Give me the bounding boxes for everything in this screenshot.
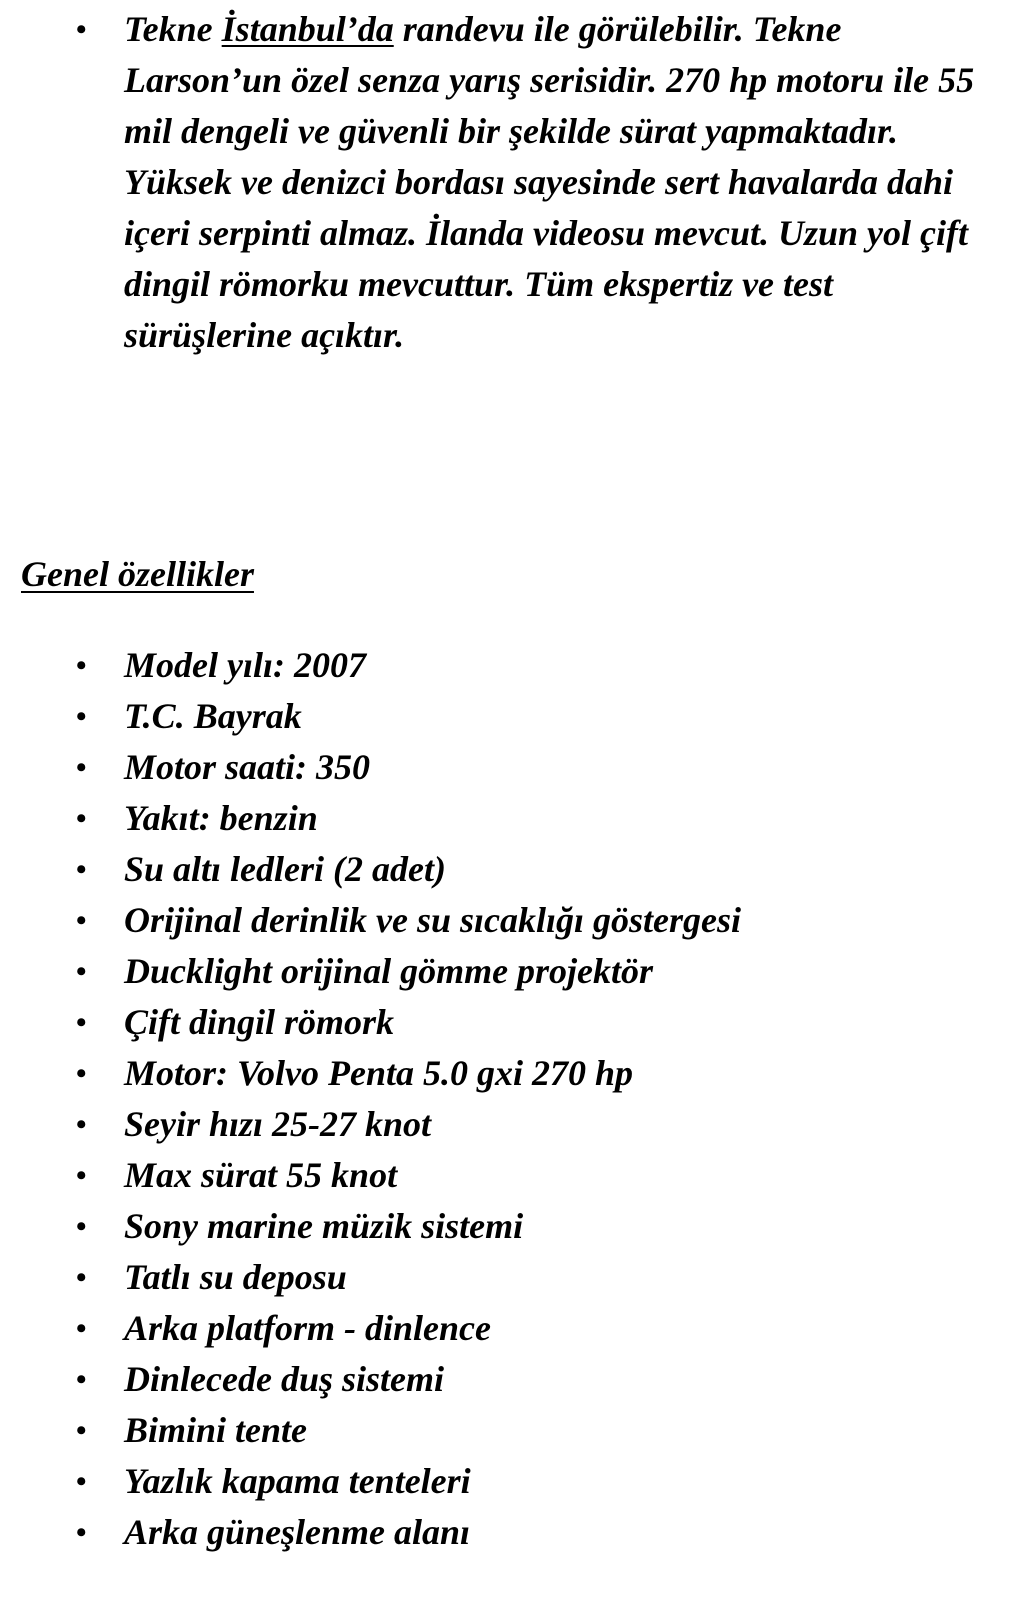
list-item bbox=[76, 1354, 1018, 1405]
list-item bbox=[76, 1252, 1018, 1303]
list-item bbox=[76, 793, 1018, 844]
bullet-icon: • bbox=[76, 1057, 87, 1090]
list-item bbox=[76, 1048, 1018, 1099]
list-item bbox=[76, 1456, 1018, 1507]
bullet-icon: • bbox=[76, 802, 87, 835]
list-item bbox=[76, 691, 1018, 742]
list-item bbox=[76, 946, 1018, 997]
feature-text: Motor: Volvo Penta 5.0 gxi 270 hp bbox=[124, 1053, 634, 1093]
bullet-icon: • bbox=[76, 1465, 87, 1498]
list-item bbox=[76, 1405, 1018, 1456]
bullet-icon: • bbox=[76, 853, 87, 886]
feature-list bbox=[0, 640, 1018, 1558]
bullet-icon: • bbox=[76, 751, 87, 784]
bullet-icon: • bbox=[76, 1312, 87, 1345]
feature-text: Model yılı: 2007 bbox=[124, 645, 366, 685]
bullet-icon: • bbox=[76, 649, 87, 682]
list-item bbox=[76, 895, 1018, 946]
list-item bbox=[76, 1201, 1018, 1252]
bullet-icon: • bbox=[76, 1159, 87, 1192]
bullet-icon: • bbox=[76, 1261, 87, 1294]
feature-text: Su altı ledleri (2 adet) bbox=[124, 849, 446, 889]
feature-text: Ducklight orijinal gömme projektör bbox=[124, 951, 654, 991]
section-heading-general-features: Genel özellikler bbox=[21, 554, 254, 594]
intro-paragraph bbox=[76, 4, 984, 361]
bullet-icon: • bbox=[76, 1414, 87, 1447]
intro-prefix: Tekne bbox=[124, 9, 222, 49]
feature-text: Arka güneşlenme alanı bbox=[124, 1512, 471, 1552]
bullet-icon: • bbox=[76, 1210, 87, 1243]
list-item bbox=[76, 1099, 1018, 1150]
bullet-icon: • bbox=[76, 700, 87, 733]
feature-text: Dinlecede duş sistemi bbox=[124, 1359, 444, 1399]
feature-text: Seyir hızı 25-27 knot bbox=[124, 1104, 432, 1144]
list-item bbox=[76, 742, 1018, 793]
list-item bbox=[76, 844, 1018, 895]
intro-text: randevu ile görülebilir. Tekne Larson’un özel senza yarış serisidir. 270 hp motoru ile 55 mil dengeli ve güvenli bir şekilde sürat yapmaktadır. Yüksek ve denizci bordası sayesinde sert havalarda dahi içeri serpinti almaz. İlanda videosu mevcut. Uzun yol çift dingil römorku mevcuttur. Tüm ekspertiz ve test sürüşlerine açıktır. bbox=[124, 9, 975, 355]
list-item bbox=[76, 997, 1018, 1048]
feature-text: T.C. Bayrak bbox=[124, 696, 302, 736]
feature-text: Tatlı su deposu bbox=[124, 1257, 347, 1297]
bullet-icon: • bbox=[76, 1108, 87, 1141]
feature-text: Sony marine müzik sistemi bbox=[124, 1206, 524, 1246]
feature-text: Motor saati: 350 bbox=[124, 747, 371, 787]
bullet-icon: • bbox=[76, 955, 87, 988]
bullet-icon: • bbox=[76, 1006, 87, 1039]
feature-text: Bimini tente bbox=[124, 1410, 308, 1450]
list-item bbox=[76, 1303, 1018, 1354]
bullet-icon: • bbox=[76, 904, 87, 937]
feature-text: Orijinal derinlik ve su sıcaklığı göstergesi bbox=[124, 900, 742, 940]
feature-text: Yakıt: benzin bbox=[124, 798, 318, 838]
list-item bbox=[76, 640, 1018, 691]
list-item bbox=[76, 1507, 1018, 1558]
intro-list bbox=[0, 4, 1018, 361]
bullet-icon: • bbox=[76, 1516, 87, 1549]
bullet-icon: • bbox=[76, 1363, 87, 1396]
feature-text: Çift dingil römork bbox=[124, 1002, 395, 1042]
bullet-icon: • bbox=[76, 13, 87, 46]
feature-text: Arka platform - dinlence bbox=[124, 1308, 491, 1348]
feature-text: Max sürat 55 knot bbox=[124, 1155, 398, 1195]
list-item bbox=[76, 1150, 1018, 1201]
feature-text: Yazlık kapama tenteleri bbox=[124, 1461, 471, 1501]
istanbul-link[interactable]: İstanbul’da bbox=[221, 9, 394, 49]
